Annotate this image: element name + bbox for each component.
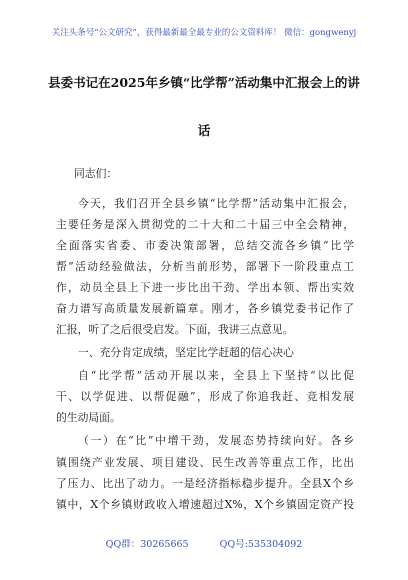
paragraph-line: 汇报，听了之后很受启发。下面，我讲三点意见。 (56, 323, 294, 336)
paragraph-line: 镇中，X个乡镇财政收入增速超过X%，X个乡镇固定资产投 (56, 498, 354, 511)
paragraph-line: 今天，我们召开全县乡镇“比学帮”活动集中汇报会， (78, 197, 354, 210)
paragraph-line: 全面落实省委、市委决策部署，总结交流各乡镇“比学 (56, 239, 354, 252)
paragraph-line: 干、以学促进、以帮促融”，形成了你追我赶、竞相发展 (56, 390, 354, 403)
section-heading: 一、充分肯定成绩，坚定比学赶超的信心决心 (78, 346, 294, 359)
paragraph-line: 奋力谱写高质量发展新篇章。刚才，各乡镇党委书记作了 (56, 302, 354, 315)
paragraph-line: 了压力、比出了动力。一是经济指标稳步提升。全县X个乡 (56, 477, 354, 490)
footer-contact (0, 536, 408, 550)
document-title: 县委书记在2025年乡镇“比学帮”活动集中汇报会上的讲 (48, 75, 360, 90)
paragraph-line: 自“比学帮”活动开展以来，全县上下坚持“以比促 (78, 369, 354, 382)
paragraph-line: 主要任务是深入贯彻党的二十大和二十届三中全会精神， (56, 218, 354, 231)
paragraph-line: 镇围绕产业发展、项目建设、民生改善等重点工作，比出 (56, 456, 354, 469)
paragraph-line: （一）在“比”中增干劲，发展态势持续向好。各乡 (78, 434, 354, 447)
salutation: 同志们： (74, 167, 118, 180)
qq-group-label: QQ群：30265665 (105, 539, 189, 550)
header-banner: 关注头条号“公文研究”，获得最新最全最专业的公文资料库！ 微信：gongwenyj (51, 28, 357, 38)
document-title-continued: 话 (197, 123, 211, 138)
paragraph-line: 作，动员全县上下进一步比出干劲、学出本领、帮出实效 (56, 281, 354, 294)
qq-number-label: QQ号:535304092 (219, 539, 303, 550)
paragraph-line: 帮”活动经验做法，分析当前形势，部署下一阶段重点工 (56, 260, 354, 273)
paragraph-line: 的生动局面。 (56, 411, 121, 424)
